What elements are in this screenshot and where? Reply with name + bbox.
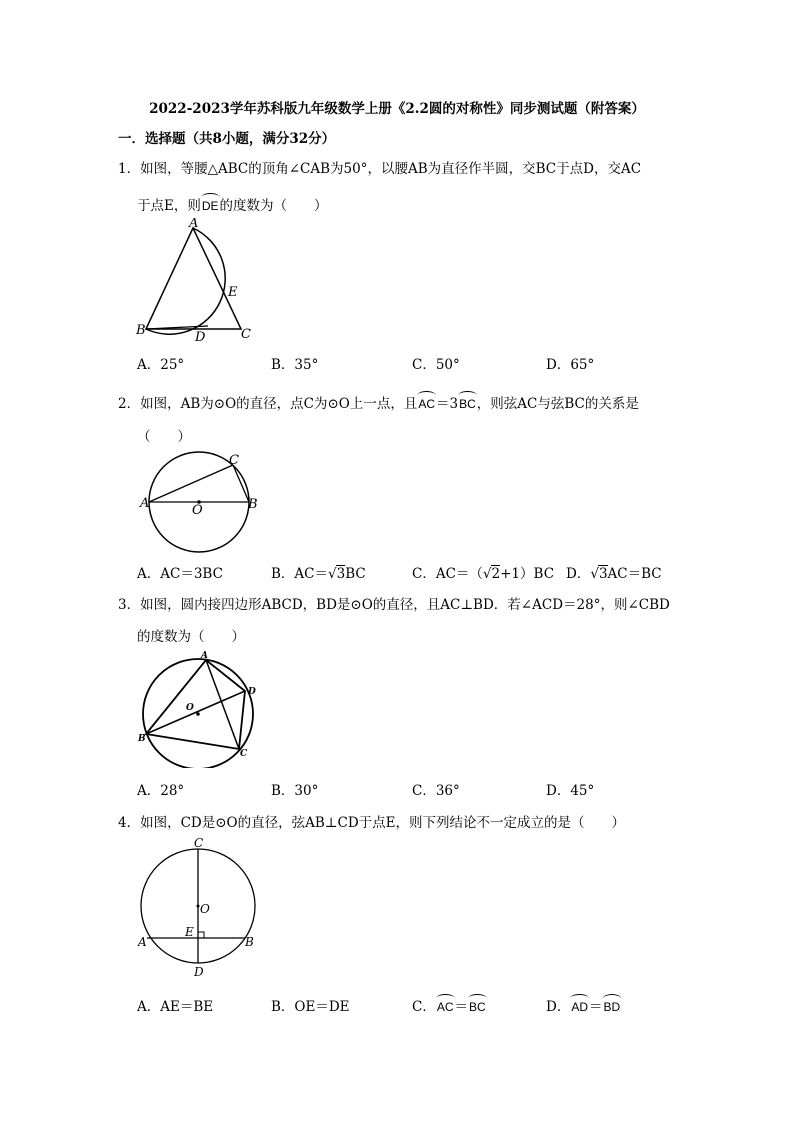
q4-option-c (412, 995, 487, 1015)
q2-option-d-text: D． (566, 566, 591, 582)
q3-option-c: C．36° (412, 783, 460, 799)
q1-figure (130, 218, 270, 348)
q2-option-d: D．√3AC＝BC (566, 566, 662, 582)
q1-stem-text-b: 的度数为（ ） (219, 198, 328, 214)
q2-arc-ac: AC (418, 397, 436, 411)
q1-label-c: C (241, 327, 251, 342)
q4-option-c-eq: ＝ (454, 999, 469, 1015)
q3-figure (135, 648, 265, 768)
q2-stem-line1 (118, 392, 639, 412)
q4-figure (135, 834, 265, 984)
q2-stem-text-b: ，则弦AC与弦BC的关系是 (476, 396, 639, 412)
q1-label-d: D (195, 330, 206, 345)
q2-option-c-text: C．AC＝（ (412, 566, 483, 582)
q2-arc-bc: BC (459, 397, 476, 411)
q3-option-d: D．45° (546, 783, 595, 799)
q4-option-b: B．OE＝DE (271, 999, 350, 1015)
section-heading: 一．选择题（共8小题，满分32分） (118, 131, 336, 147)
q2-stem-mid: ＝3 (436, 396, 459, 412)
q4-stem-line1: 4．如图，CD是⊙O的直径，弦AB⊥CD于点E，则下列结论不一定成立的是（ ） (118, 815, 625, 831)
q4-label-e: E (185, 925, 194, 939)
q3-label-d: D (248, 687, 256, 697)
q2-option-b: B．AC＝√3BC (271, 566, 366, 582)
q3-stem-line1: 3．如图，圆内接四边形ABCD，BD是⊙O的直径，且AC⊥BD．若∠ACD＝28°，则∠CBD (118, 597, 670, 613)
q2-option-d-tail: AC＝BC (607, 566, 662, 582)
q4-option-d-prefix: D． (546, 999, 571, 1015)
q4-label-a: A (138, 935, 147, 949)
q4-label-o: O (200, 902, 210, 916)
q2-option-c-tail: +1）BC (500, 566, 555, 582)
q3-label-o: O (186, 703, 194, 713)
document-title: 2022-2023学年苏科版九年级数学上册《2.2圆的对称性》同步测试题（附答案） (149, 101, 645, 117)
q2-label-c: C (229, 453, 239, 468)
q4-label-b: B (245, 935, 254, 949)
q3-stem-line2: 的度数为（ ） (137, 629, 245, 645)
q1-stem-text-a: 于点E，则 (137, 198, 201, 214)
q4-option-d (546, 995, 621, 1015)
q4-option-a: A．AE＝BE (137, 999, 214, 1015)
q2-option-b-tail: BC (345, 566, 366, 582)
q2-figure (135, 448, 265, 568)
q4-option-d-arc-bd: BD (603, 1000, 621, 1014)
q3-label-c: C (240, 749, 248, 759)
q2-label-o: O (192, 503, 203, 518)
q3-option-b: B．30° (271, 783, 319, 799)
q2-label-b: B (248, 497, 258, 512)
q4-option-d-arc-ad: AD (571, 1000, 588, 1014)
q2-option-c-radicand: 2 (491, 566, 501, 582)
q4-option-c-prefix: C． (412, 999, 436, 1015)
q2-option-d-radicand: 3 (598, 566, 608, 582)
q3-label-a: A (201, 651, 208, 661)
q1-arc-de: DE (201, 199, 219, 213)
q1-label-e: E (228, 285, 238, 300)
q4-option-d-eq: ＝ (589, 999, 603, 1015)
q1-label-b: B (136, 323, 146, 338)
q1-label-a: A (189, 218, 199, 231)
q4-option-c-arc-bc: BC (469, 1000, 486, 1014)
q1-option-d: D．65° (546, 357, 595, 373)
q2-option-b-radicand: 3 (336, 566, 346, 582)
q1-stem-line1: 1．如图，等腰△ABC的顶角∠CAB为50°，以腰AB为直径作半圆，交BC于点D，交AC (118, 161, 642, 177)
q4-option-c-arc-ac: AC (436, 1000, 454, 1014)
q1-option-c: C．50° (412, 357, 460, 373)
q1-stem-line2 (137, 194, 328, 214)
q4-label-c: C (194, 836, 204, 850)
q2-stem-line2: （ ） (137, 429, 191, 445)
q3-label-b: B (138, 734, 146, 744)
q2-option-a: A．AC＝3BC (137, 566, 223, 582)
q4-label-d: D (194, 965, 204, 979)
q1-option-b: B．35° (271, 357, 319, 373)
q1-option-a: A．25° (137, 357, 185, 373)
q2-stem-text-a: 2．如图，AB为⊙O的直径，点C为⊙O上一点，且 (118, 396, 418, 412)
q2-option-c: C．AC＝（√2+1）BC (412, 566, 555, 582)
q3-option-a: A．28° (137, 783, 185, 799)
q2-option-b-text: B．AC＝ (271, 566, 328, 582)
q2-label-a: A (140, 496, 150, 511)
